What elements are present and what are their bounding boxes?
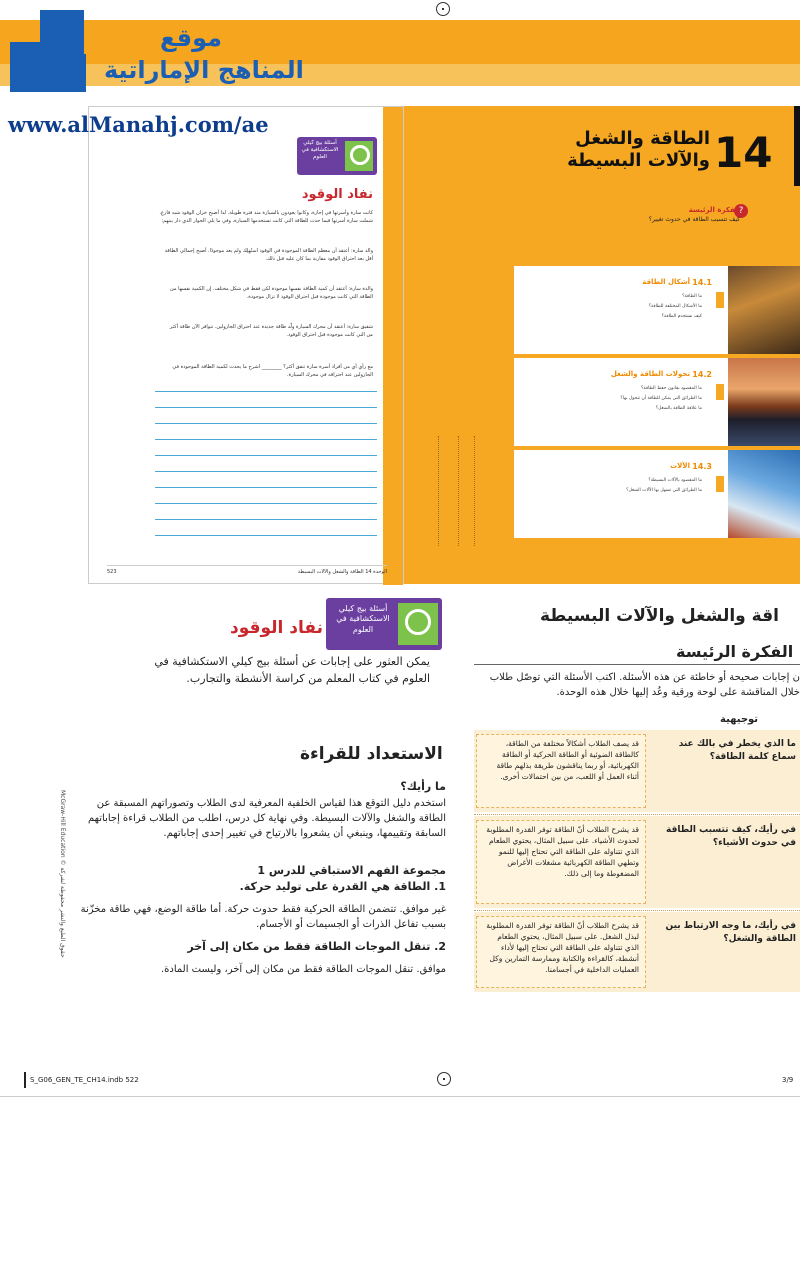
subheading: ما رأيك؟: [400, 780, 446, 793]
magnifier-icon: [398, 603, 438, 645]
intro-paragraph: يمكن العثور على إجابات عن أسئلة بيج كيلي الاستكشافية في العلوم في كتاب المعلم من كراسة الأنشطة والتجارب.: [154, 655, 430, 685]
qa-row: [474, 730, 800, 812]
site-banner: [0, 0, 800, 96]
chapter-heading: اقة والشغل والآلات البسيطة: [540, 606, 779, 626]
question-paragraph: مع رأي أي من أفراد أسرة سارة تتفق أكثر؟ ________ اشرح ما يحدث لكمية الطاقة الموجودة في الجازولين عند احتراقه في محرك السيارة.: [172, 364, 373, 378]
copyright-credit: [56, 790, 68, 1000]
unit-label: الوحدة 14 الطاقة والشغل والآلات البسيطة: [297, 569, 387, 575]
lesson-question: ما علاقة الطاقة بالشغل؟: [655, 406, 702, 411]
guide-label: توجيهية: [720, 714, 759, 725]
lesson-tag: [716, 476, 724, 492]
footer-rule: [24, 1072, 26, 1088]
book-spread: [88, 106, 800, 584]
qa-question: في رأيك، كيف تتسبب الطاقة في حدوث الأشياء؟: [666, 825, 796, 848]
date-label: 3/9: [782, 1076, 794, 1084]
site-name: موقع: [160, 24, 223, 52]
logo-text: أسئلة بيج كيلي الاستكشافية في العلوم: [336, 604, 390, 634]
lesson-question: ما المقصود بقانون حفظ الطاقة؟: [641, 386, 702, 391]
statement-answer: موافق. تنقل الموجات الطاقة فقط من مكان إلى آخر، وليست المادة.: [160, 964, 446, 975]
lesson-question: ما المقصود بالآلات البسيطة؟: [648, 478, 702, 483]
lightbulb-icon: ?: [734, 204, 748, 218]
divider: [474, 814, 800, 815]
chapter-title: والآلات البسيطة: [567, 150, 710, 171]
lesson-question: ما الطرائق التي تسهل بها الآلات الشغل؟: [626, 488, 702, 493]
answer-line: [155, 471, 377, 472]
magnifier-icon: [345, 141, 373, 171]
paragraph: والد سارة: أعتقد أن معظم الطاقة الموجودة في الوقود استُهلِك ولم يعد موجودًا. أصبح إجمالي الطاقة أقل بعد احتراق الوقود مقارنة بما كان عليه قبل ذلك.: [164, 248, 373, 262]
lesson-tag: [716, 384, 724, 400]
main-idea-question: كيف تتسبب الطاقة في حدوث تغيير؟: [648, 216, 740, 223]
qa-question: ما الذي يخطر في بالك عند سماع كلمة الطاقة؟: [678, 739, 796, 762]
answer-line: [155, 439, 377, 440]
page-edge: [383, 107, 403, 585]
divider: [474, 664, 800, 665]
file-label: S_G06_GEN_TE_CH14.indb 522: [30, 1076, 139, 1084]
paragraph: استخدم دليل التوقع هذا لقياس الخلفية المعرفية لدى الطلاب وتصوراتهم المسبقة عن الطاقة والشغل والآلات البسيطة. وفي نهاية كل درس، اطلب من الطلاب قراءة إجاباتهم السابقة وتقييمها، وينبغي أن يشعروا بالارتياح في تغيير إحدى إجاباتهم.: [87, 798, 446, 839]
logo-square: [70, 54, 86, 92]
lesson-number: 14.1: [692, 278, 712, 287]
paragraph: شقيق سارة: أعتقد أن محرك السيارة ولّد طاقة جديدة عند احتراق الجازولين. تتوافر الآن طاقة أكثر من التي كانت موجودة قبل احتراق الوقود.: [169, 324, 373, 338]
statement-answer: غير موافق. تتضمن الطاقة الحركية فقط حدوث حركة. أما طاقة الوضع، فهي طاقة مخزّنة بسبب تفاعل الذرات أو الجسيمات أو الأجسام.: [80, 904, 446, 930]
big-kelly-logo: [297, 137, 377, 175]
registration-mark-icon: [436, 2, 450, 16]
qa-answer: قد يصف الطلاب أشكالاً مختلفة من الطاقة، كالطاقة الضوئية أو الطاقة الحركية أو الطاقة الكهربائية، أو ربما يناقشون طريقة بذلهم طاقة أثناء العمل أو اللعب، من بين احتمالات أخرى.: [476, 734, 646, 808]
site-url-link[interactable]: www.alManahj.com/ae: [8, 112, 269, 137]
qa-answer: قد يشرح الطلاب أنّ الطاقة توفر القدرة المطلوبة لحدوث الأشياء. على سبيل المثال، يحتوي الطعام الذي تتناوله على الطاقة التي تحتاج إليها للنمو وتطهي الطاقة الكهربائية مشغلات الأغراض المضغوطة وما إلى ذلك.: [476, 820, 646, 904]
answer-line: [155, 487, 377, 488]
lesson-card[interactable]: [514, 266, 728, 354]
lesson-number: 14.3: [692, 462, 712, 471]
lesson-title: الآلات: [670, 462, 690, 470]
solar-panel-photo: [728, 358, 800, 446]
chapter-number: 14: [714, 128, 773, 177]
lesson-card[interactable]: [514, 450, 728, 538]
city-photo: [728, 266, 800, 354]
logo-square: [10, 42, 72, 92]
answer-line: [155, 503, 377, 504]
answer-line: [155, 407, 377, 408]
cyclist-photo: [728, 450, 800, 538]
subheading: مجموعة الفهم الاستباقي للدرس 1: [257, 864, 446, 877]
lesson-title: تحولات الطاقة والشغل: [610, 370, 690, 378]
page-edge: [0, 1096, 800, 1097]
lesson-title: أشكال الطاقة: [642, 278, 690, 286]
answer-line: [155, 519, 377, 520]
reading-title: الاستعداد للقراءة: [300, 744, 443, 764]
page-number: 523: [107, 569, 117, 575]
copyright-text: McGraw-Hill Education © حقوق الطبع والنشر محفوظة لشركة: [59, 790, 66, 958]
section-title: نفاد الوقود: [301, 187, 373, 202]
lesson-question: كيف نستخدم الطاقة؟: [661, 314, 702, 319]
qa-answer: قد يشرح الطلاب أنّ الطاقة توفر القدرة المطلوبة لبذل الشغل. على سبيل المثال، يحتوي الطعام الذي تتناوله على الطاقة التي تحتاج إليها لأداء أنشطة، كالقراءة والكتابة وممارسة التمارين وكل العمليات الداخلية في أجسامنا.: [476, 916, 646, 988]
logo-text: أسئلة بيج كيلي الاستكشافية في العلوم: [301, 140, 339, 161]
page-footer: [107, 565, 387, 575]
qa-row: [474, 816, 800, 908]
section-title: نفاد الوقود: [230, 618, 324, 638]
answer-line: [155, 535, 377, 536]
left-page: [88, 106, 404, 584]
qa-row: [474, 912, 800, 992]
lesson-tag: [716, 292, 724, 308]
lesson-question: ما الطرائق التي يمكن للطاقة أن تتحول بها؟: [620, 396, 702, 401]
site-name-full: المناهج الإماراتية: [104, 56, 304, 84]
statement: 2. تنقل الموجات الطاقة فقط من مكان إلى آخر: [187, 940, 446, 953]
answer-line: [155, 391, 377, 392]
big-kelly-logo: [326, 598, 442, 650]
lesson-card[interactable]: [514, 358, 728, 446]
lesson-question: ما الأشكال المختلفة للطاقة؟: [648, 304, 702, 309]
main-idea-label: الفكرة الرئيسة: [688, 206, 740, 214]
gutter-text: [474, 436, 480, 546]
chapter-title: الطاقة والشغل: [575, 128, 710, 149]
paragraph: ن إجابات صحيحة أو خاطئة عن هذه الأسئلة. اكتب الأسئلة التي توصّل طلاب خلال المناقشة على لوحة ورقية وعُد إليها خلال هذه الوحدة.: [489, 672, 800, 698]
paragraph: كانت سارة وأسرتها في إجازة، وكانوا يعودون بالسيارة منذ فترة طويلة. لذا أصبح خزان الوقود شبه فارغ. شملت سارة أسرتها فيما حدث للطاقة التي كانت تستخدمها السيارة، وفي ما يلي الحوار الذي دار بينهم:: [159, 210, 373, 224]
statement: 1. الطاقة هي القدرة على توليد حركة.: [239, 880, 446, 893]
chapter-bar: [794, 106, 800, 186]
divider: [474, 910, 800, 911]
main-idea-heading: الفكرة الرئيسة: [676, 642, 794, 661]
lesson-question: ما الطاقة؟: [682, 294, 702, 299]
answer-line: [155, 455, 377, 456]
paragraph: والدة سارة: أعتقد أن كمية الطاقة نفسها موجودة لكن فقط في شكل مختلف. إن الكمية نفسها من الطاقة التي كانت موجودة قبل احتراق الوقود لا تزال موجودة.: [170, 286, 373, 300]
gutter-strip: [404, 106, 514, 584]
gutter-text: [438, 436, 444, 546]
qa-question: في رأيك، ما وجه الارتباط بين الطاقة والشغل؟: [665, 921, 796, 944]
gutter-text: [458, 436, 464, 546]
lesson-number: 14.2: [692, 370, 712, 379]
registration-mark-icon: [437, 1072, 451, 1086]
answer-line: [155, 423, 377, 424]
